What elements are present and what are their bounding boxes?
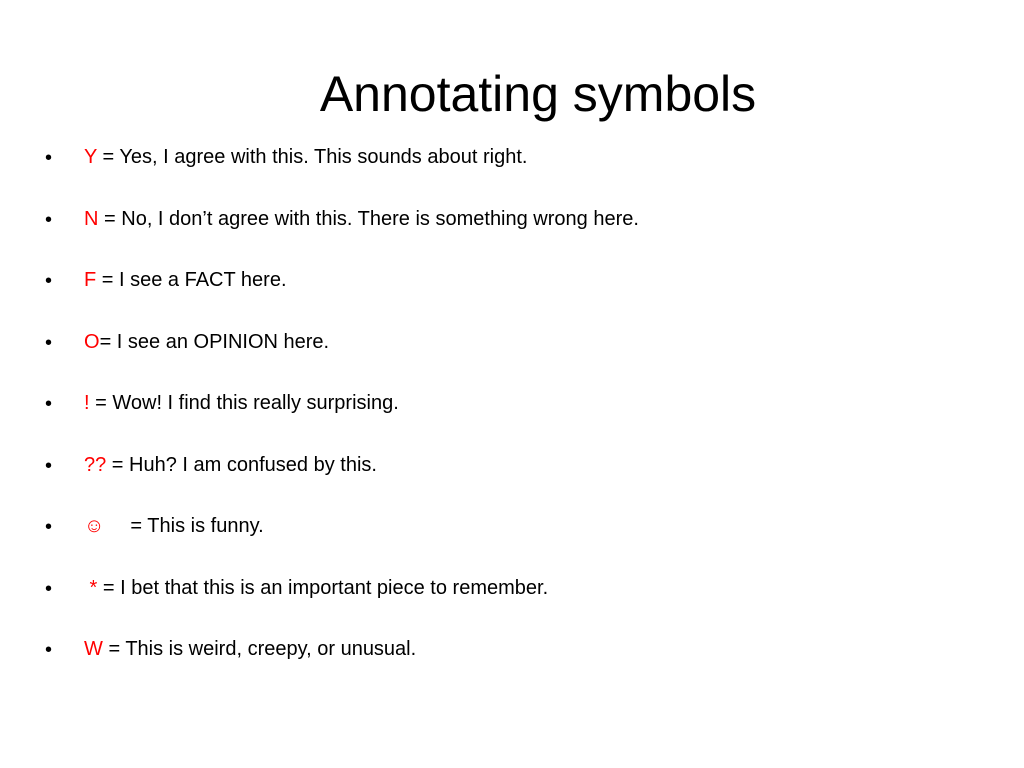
meaning-text: = I see a FACT here. xyxy=(96,269,287,291)
bullet-icon: • xyxy=(45,577,53,600)
bullet-text xyxy=(84,142,527,172)
bullet-text xyxy=(84,511,264,541)
symbol-exclamation: ! xyxy=(84,392,90,414)
symbol-w: W xyxy=(84,638,103,660)
bullet-icon: • xyxy=(45,393,53,415)
meaning-text: = This is funny. xyxy=(130,515,264,537)
symbol-f: F xyxy=(84,269,97,291)
meaning-text: = I see an OPINION here. xyxy=(99,330,330,353)
bullet-text xyxy=(84,388,399,418)
symbol-n: N xyxy=(84,207,99,230)
symbol-question-marks: ?? xyxy=(84,453,107,476)
bullet-icon: • xyxy=(45,331,53,354)
smiley-face-icon: ☺ xyxy=(84,515,105,537)
bullet-icon: • xyxy=(45,208,53,231)
meaning-text: = Wow! I find this really surprising. xyxy=(89,392,399,414)
list-item xyxy=(0,325,1024,387)
meaning-text: = Yes, I agree with this. This sounds about right. xyxy=(96,146,528,168)
meaning-text: = This is weird, creepy, or unusual. xyxy=(102,638,417,660)
symbol-asterisk: * xyxy=(84,576,98,599)
symbol-o: O xyxy=(84,330,100,353)
symbol-y: Y xyxy=(84,146,97,168)
list-item xyxy=(0,448,1024,510)
list-item xyxy=(0,386,1024,448)
list-item xyxy=(0,263,1024,325)
bullet-icon: • xyxy=(45,639,53,661)
list-item xyxy=(0,632,1024,694)
meaning-text: = No, I don’t agree with this. There is something wrong here. xyxy=(98,207,639,230)
list-item xyxy=(0,571,1024,633)
bullet-icon: • xyxy=(45,270,53,292)
bullet-icon: • xyxy=(45,454,53,477)
bullet-text xyxy=(84,450,377,480)
bullet-text xyxy=(84,265,287,295)
bullet-text xyxy=(84,327,329,357)
meaning-text: = I bet that this is an important piece to remember. xyxy=(97,576,549,599)
bullet-text xyxy=(84,573,548,603)
list-item xyxy=(0,140,1024,202)
bullet-text xyxy=(84,204,639,234)
list-item xyxy=(0,202,1024,264)
bullet-text xyxy=(84,634,416,664)
slide-title: Annotating symbols xyxy=(319,66,757,122)
meaning-text: = Huh? I am confused by this. xyxy=(106,453,377,476)
annotation-symbol-list xyxy=(0,140,1024,694)
bullet-icon: • xyxy=(45,516,53,538)
bullet-icon: • xyxy=(45,147,53,169)
list-item xyxy=(0,509,1024,571)
